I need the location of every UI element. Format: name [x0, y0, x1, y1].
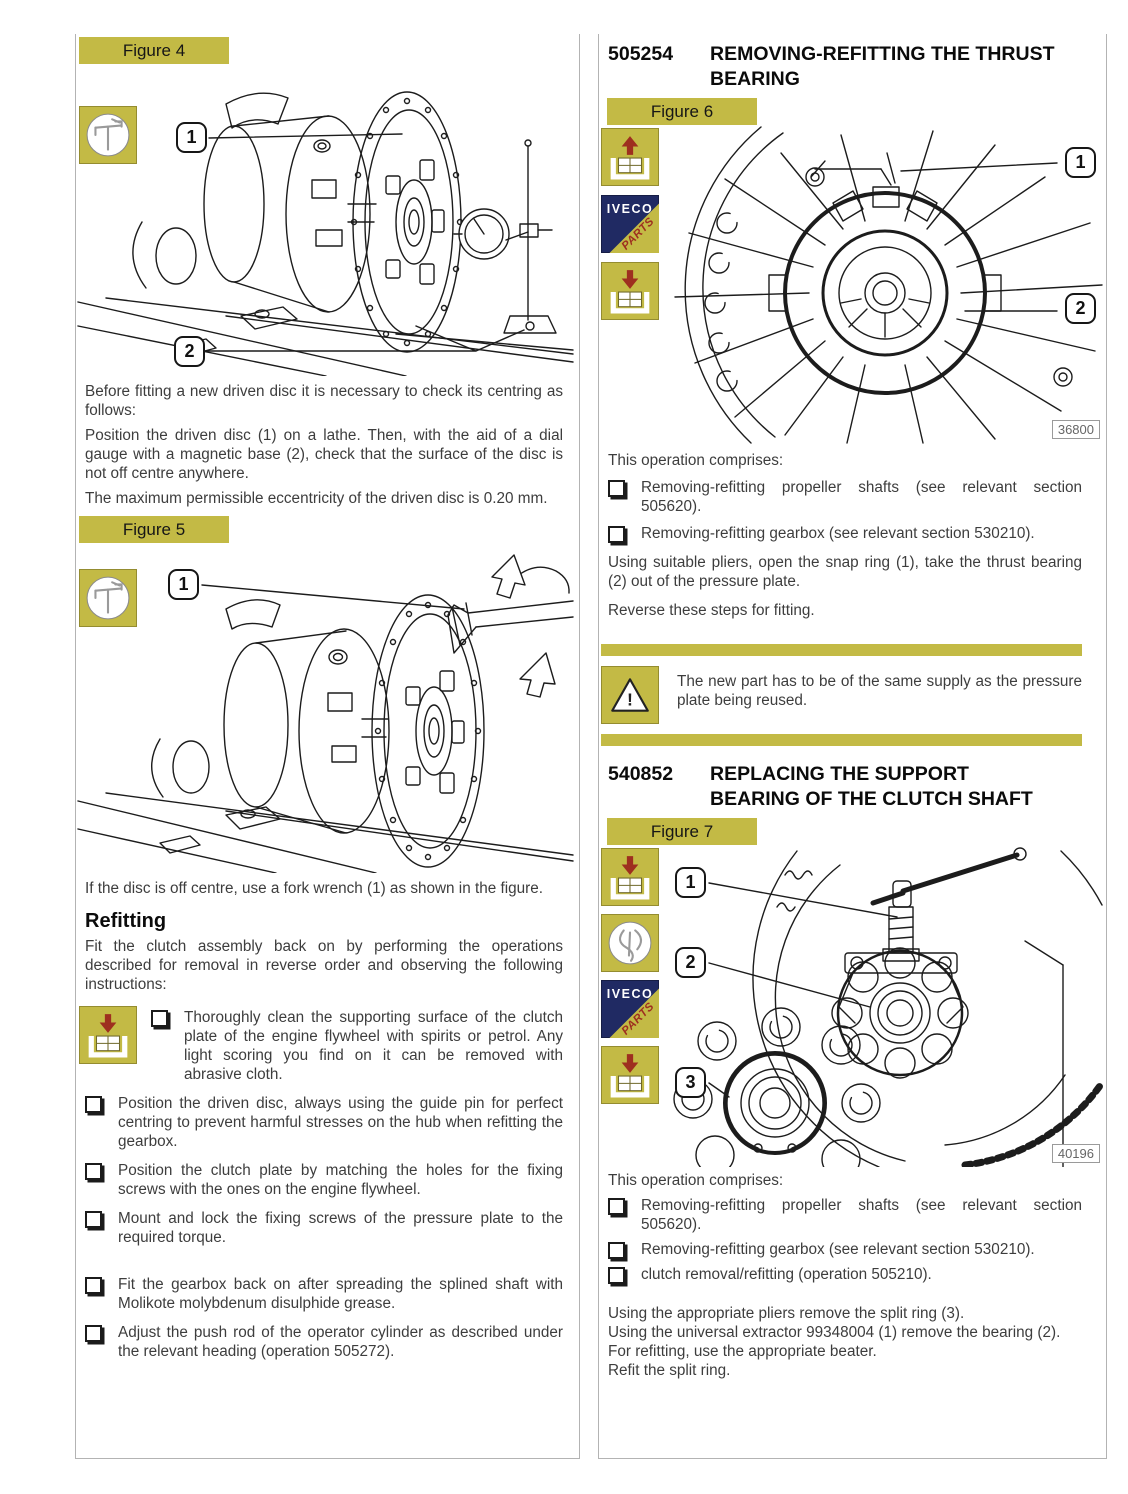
section-code: 540852	[608, 763, 674, 785]
figure6-drawing	[665, 125, 1104, 445]
figure5-callout-1: 1	[168, 569, 199, 600]
para-centring-procedure: Position the driven disc (1) on a lathe. Then, with the aid of a dial gauge with a magnetic base (2), check that the surface of the disc is not off centre anywhere.	[85, 427, 563, 482]
figure5-label: Figure 5	[79, 516, 229, 543]
caliper-icon	[79, 569, 137, 627]
section-title: REMOVING-REFITTING THE THRUST BEARING	[710, 43, 1055, 90]
checkbox-bullet-icon	[85, 1163, 102, 1180]
figure6-panel	[599, 125, 1106, 445]
comprises-intro: This operation comprises:	[608, 1172, 784, 1189]
figure7-callout-1: 1	[675, 867, 706, 898]
figure7-callout-3: 3	[675, 1067, 706, 1098]
section-505254-heading	[608, 42, 1088, 92]
refit-step	[85, 1161, 563, 1199]
figure6-callout-1: 1	[1065, 147, 1096, 178]
bullet-text: Removing-refitting propeller shafts (see relevant section 505620).	[641, 1197, 1082, 1233]
refit-step	[85, 1275, 563, 1313]
refit-tray-icon	[79, 1006, 137, 1064]
para-snap-ring: Using suitable pliers, open the snap ring (1), take the thrust bearing (2) out of the pressure plate.	[608, 554, 1082, 590]
figure4-drawing	[76, 64, 577, 376]
figure5-drawing	[76, 543, 577, 873]
iveco-parts-logo	[601, 195, 659, 253]
removal-tray-icon	[601, 128, 659, 186]
extractor-tool-icon	[601, 914, 659, 972]
bullet-text: Removing-refitting propeller shafts (see relevant section 505620).	[641, 479, 1082, 515]
figure7-number: 40196	[1052, 1144, 1100, 1163]
operation-item	[608, 478, 1082, 516]
refit-step	[85, 1094, 563, 1151]
bullet-text: Removing-refitting gearbox (see relevant section 530210).	[641, 525, 1035, 542]
figure4-label: Figure 4	[79, 37, 229, 64]
iveco-parts-logo	[601, 980, 659, 1038]
iveco-wordmark: IVECO	[606, 202, 654, 216]
section-540852-heading	[608, 762, 1088, 812]
checkbox-bullet-icon	[85, 1325, 102, 1342]
parts-wordmark: PARTS	[619, 215, 657, 253]
left-column	[75, 34, 580, 1459]
para-centring-intro: Before fitting a new driven disc it is necessary to check its centring as follows:	[85, 383, 563, 419]
operation-item	[608, 1196, 1082, 1234]
refit-step	[85, 1209, 563, 1247]
bullet-text: clutch removal/refitting (operation 505210).	[641, 1266, 932, 1283]
figure4-panel	[76, 64, 579, 376]
figure6-label: Figure 6	[607, 98, 757, 125]
bullet-text: Thoroughly clean the supporting surface of the clutch plate of the engine flywheel with spirits or petrol. Any light scoring you find on it can be removed with abrasive cloth.	[184, 1009, 563, 1083]
iveco-wordmark: IVECO	[606, 987, 654, 1001]
checkbox-bullet-icon	[85, 1277, 102, 1294]
refit-tray-icon	[601, 1046, 659, 1104]
figure6-callout-2: 2	[1065, 293, 1096, 324]
operation-item	[608, 524, 1082, 543]
bullet-text: Position the driven disc, always using the guide pin for perfect centring to prevent harmful stresses on the hub when refitting the gearbox.	[118, 1095, 563, 1150]
figure7-drawing	[665, 845, 1104, 1167]
para-refitting-intro: Fit the clutch assembly back on by performing the operations described for removal in reverse order and observing the following instructions:	[85, 938, 563, 993]
figure6-number: 36800	[1052, 420, 1100, 439]
warning-text: The new part has to be of the same supply as the pressure plate being reused.	[677, 673, 1082, 709]
para-centring-limit: The maximum permissible eccentricity of the driven disc is 0.20 mm.	[85, 490, 548, 507]
checkbox-bullet-icon	[608, 526, 625, 543]
final-line: Refit the split ring.	[608, 1362, 731, 1379]
bullet-text: Removing-refitting gearbox (see relevant section 530210).	[641, 1241, 1035, 1258]
bullet-text: Fit the gearbox back on after spreading the splined shaft with Molikote molybdenum disulphide grease.	[118, 1276, 563, 1312]
figure7-panel	[599, 845, 1106, 1167]
caliper-icon	[79, 106, 137, 164]
warning-block	[601, 666, 1082, 724]
warning-icon	[601, 666, 659, 724]
final-line: Using the appropriate pliers remove the split ring (3).	[608, 1305, 965, 1322]
parts-wordmark: PARTS	[619, 1000, 657, 1038]
svg-text:!: !	[627, 689, 633, 710]
para-fork-wrench: If the disc is off centre, use a fork wrench (1) as shown in the figure.	[85, 880, 543, 897]
bullet-text: Mount and lock the fixing screws of the pressure plate to the required torque.	[118, 1210, 563, 1246]
right-column	[598, 34, 1107, 1459]
checkbox-bullet-icon	[608, 1242, 625, 1259]
checkbox-bullet-icon	[85, 1211, 102, 1228]
checkbox-bullet-icon	[151, 1010, 168, 1027]
warning-rule-bottom	[601, 734, 1082, 746]
operation-item	[608, 1265, 1082, 1284]
figure7-callout-2: 2	[675, 947, 706, 978]
checkbox-bullet-icon	[85, 1096, 102, 1113]
section-title: REPLACING THE SUPPORT BEARING OF THE CLUTCH SHAFT	[710, 763, 1033, 810]
comprises-intro: This operation comprises:	[608, 452, 784, 469]
refit-tray-icon	[601, 848, 659, 906]
final-line: For refitting, use the appropriate beater.	[608, 1343, 877, 1360]
section-code: 505254	[608, 43, 674, 65]
final-instructions	[599, 1304, 1106, 1380]
checkbox-bullet-icon	[608, 1267, 625, 1284]
refit-tray-icon	[601, 262, 659, 320]
operation-item	[608, 1240, 1082, 1259]
refit-step-clean	[79, 1006, 563, 1084]
figure7-label: Figure 7	[607, 818, 757, 845]
final-line: Using the universal extractor 99348004 (1) remove the bearing (2).	[608, 1324, 1061, 1341]
bullet-text: Position the clutch plate by matching the holes for the fixing screws with the ones on the engine flywheel.	[118, 1162, 563, 1198]
checkbox-bullet-icon	[608, 480, 625, 497]
figure5-panel	[76, 543, 579, 873]
warning-rule-top	[601, 644, 1082, 656]
bullet-text: Adjust the push rod of the operator cylinder as described under the relevant heading (operation 505272).	[118, 1324, 563, 1360]
refit-step	[85, 1323, 563, 1361]
figure4-callout-2: 2	[174, 336, 205, 367]
refitting-heading: Refitting	[85, 910, 167, 932]
figure4-callout-1: 1	[176, 122, 207, 153]
para-reverse-steps: Reverse these steps for fitting.	[608, 602, 815, 619]
checkbox-bullet-icon	[608, 1198, 625, 1215]
